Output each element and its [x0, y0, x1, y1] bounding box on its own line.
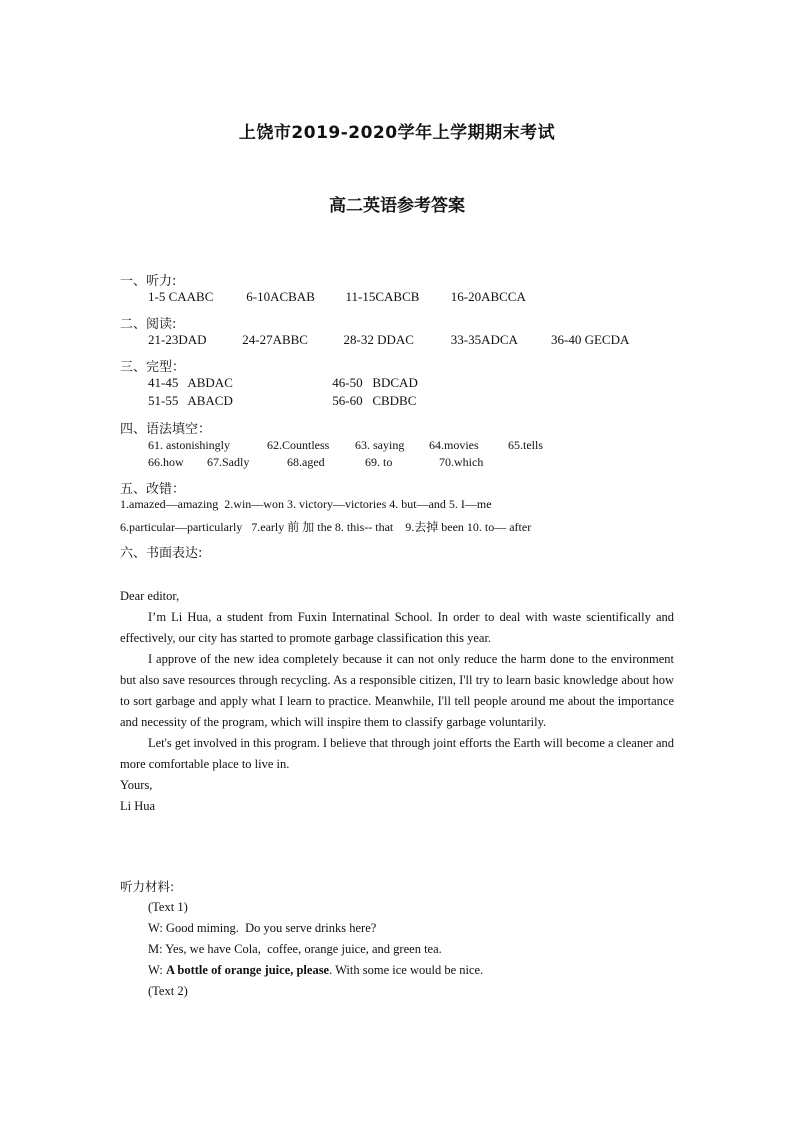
script-line	[148, 960, 483, 981]
essay-paragraph-1: I’m Li Hua, a student from Fuxin Internatinal School. In order to deal with waste scientifically and effectively, our city has started to promote garbage classification this year.	[120, 610, 674, 645]
essay-salutation: Dear editor,	[120, 589, 180, 603]
section-listening-heading: 一、听力:	[120, 274, 177, 289]
answer-group: 24-27ABBC	[242, 332, 308, 347]
section-correction-heading: 五、改错：	[120, 482, 186, 497]
answer-item: 61. astonishingly	[148, 438, 231, 452]
essay-paragraph-2: I approve of the new idea completely because it can not only reduce the harm done to the environment but also save resources through recycling. As a responsible citizen, I'll try to learn basic knowledge about how to sort garbage and apply what I learn to practice. Meanwhile, I'll tell people around me about the importance and necessity of the program, which will inspire them to classify garbage voluntarily.	[120, 652, 674, 729]
listening-script-heading: 听力材料:	[120, 879, 175, 894]
essay-closing: Yours,	[120, 778, 153, 792]
answer-group: 11-15CABCB	[345, 289, 420, 304]
listening-answers	[148, 289, 526, 305]
script-line: M: Yes, we have Cola, coffee, orange juice, and green tea.	[148, 942, 442, 956]
sample-essay	[120, 586, 674, 817]
section-grammar-heading: 四、语法填空：	[120, 422, 212, 437]
answer-group: 33-35ADCA	[450, 332, 518, 347]
speaker-label: W:	[148, 963, 166, 977]
correction-line-1: 1.amazed—amazing 2.win—won 3. victory—victories 4. but—and 5. I—me	[120, 497, 492, 511]
script-text-2-label: (Text 2)	[148, 984, 188, 998]
script-text-1-label: (Text 1)	[148, 900, 188, 914]
answer-group: 21-23DAD	[148, 332, 207, 347]
answer-group: 51-55 ABACD	[148, 393, 233, 408]
grammar-answers-row-1	[148, 438, 543, 453]
section-writing-heading: 六、书面表达:	[120, 546, 203, 561]
section-cloze-heading: 三、完型：	[120, 360, 186, 375]
answer-item: 69. to	[365, 455, 393, 469]
answer-group: 1-5 CAABC	[148, 289, 214, 304]
answer-item: 64.movies	[429, 438, 479, 452]
script-line-rest: . With some ice would be nice.	[329, 963, 484, 977]
correction-line-2: 6.particular—particularly 7.early 前 加 the 8. this-- that 9.去掉 been 10. to— after	[120, 520, 532, 534]
answer-item: 68.aged	[287, 455, 325, 469]
answer-item: 62.Countless	[267, 438, 330, 452]
answer-item: 70.which	[439, 455, 484, 469]
answer-group: 46-50 BDCAD	[332, 375, 418, 390]
answer-group: 41-45 ABDAC	[148, 375, 233, 390]
cloze-answers-row-1	[148, 375, 418, 391]
answer-item: 66.how	[148, 455, 184, 469]
exam-title: 上饶市2019-2020学年上学期期末考试	[238, 123, 556, 143]
answer-group: 16-20ABCCA	[450, 289, 526, 304]
answer-item: 63. saying	[355, 438, 405, 452]
essay-paragraph-3: Let's get involved in this program. I believe that through joint efforts the Earth will become a cleaner and more comfortable place to live in.	[120, 736, 674, 771]
answer-group: 56-60 CBDBC	[332, 393, 417, 408]
script-line: W: Good miming. Do you serve drinks here?	[148, 921, 377, 935]
answer-group: 6-10ACBAB	[246, 289, 315, 304]
listening-script	[148, 897, 483, 1002]
section-reading-heading: 二、阅读:	[120, 317, 177, 332]
answer-key-title: 高二英语参考答案	[329, 196, 465, 216]
grammar-answers-row-2	[148, 455, 483, 470]
answer-item: 67.Sadly	[207, 455, 250, 469]
answer-group: 36-40 GECDA	[551, 332, 630, 347]
answer-item: 65.tells	[508, 438, 543, 452]
answer-group: 28-32 DDAC	[343, 332, 414, 347]
reading-answers	[148, 332, 629, 348]
essay-signature: Li Hua	[120, 799, 156, 813]
cloze-answers-row-2	[148, 393, 416, 409]
bold-answer-text: A bottle of orange juice, please	[165, 963, 330, 977]
